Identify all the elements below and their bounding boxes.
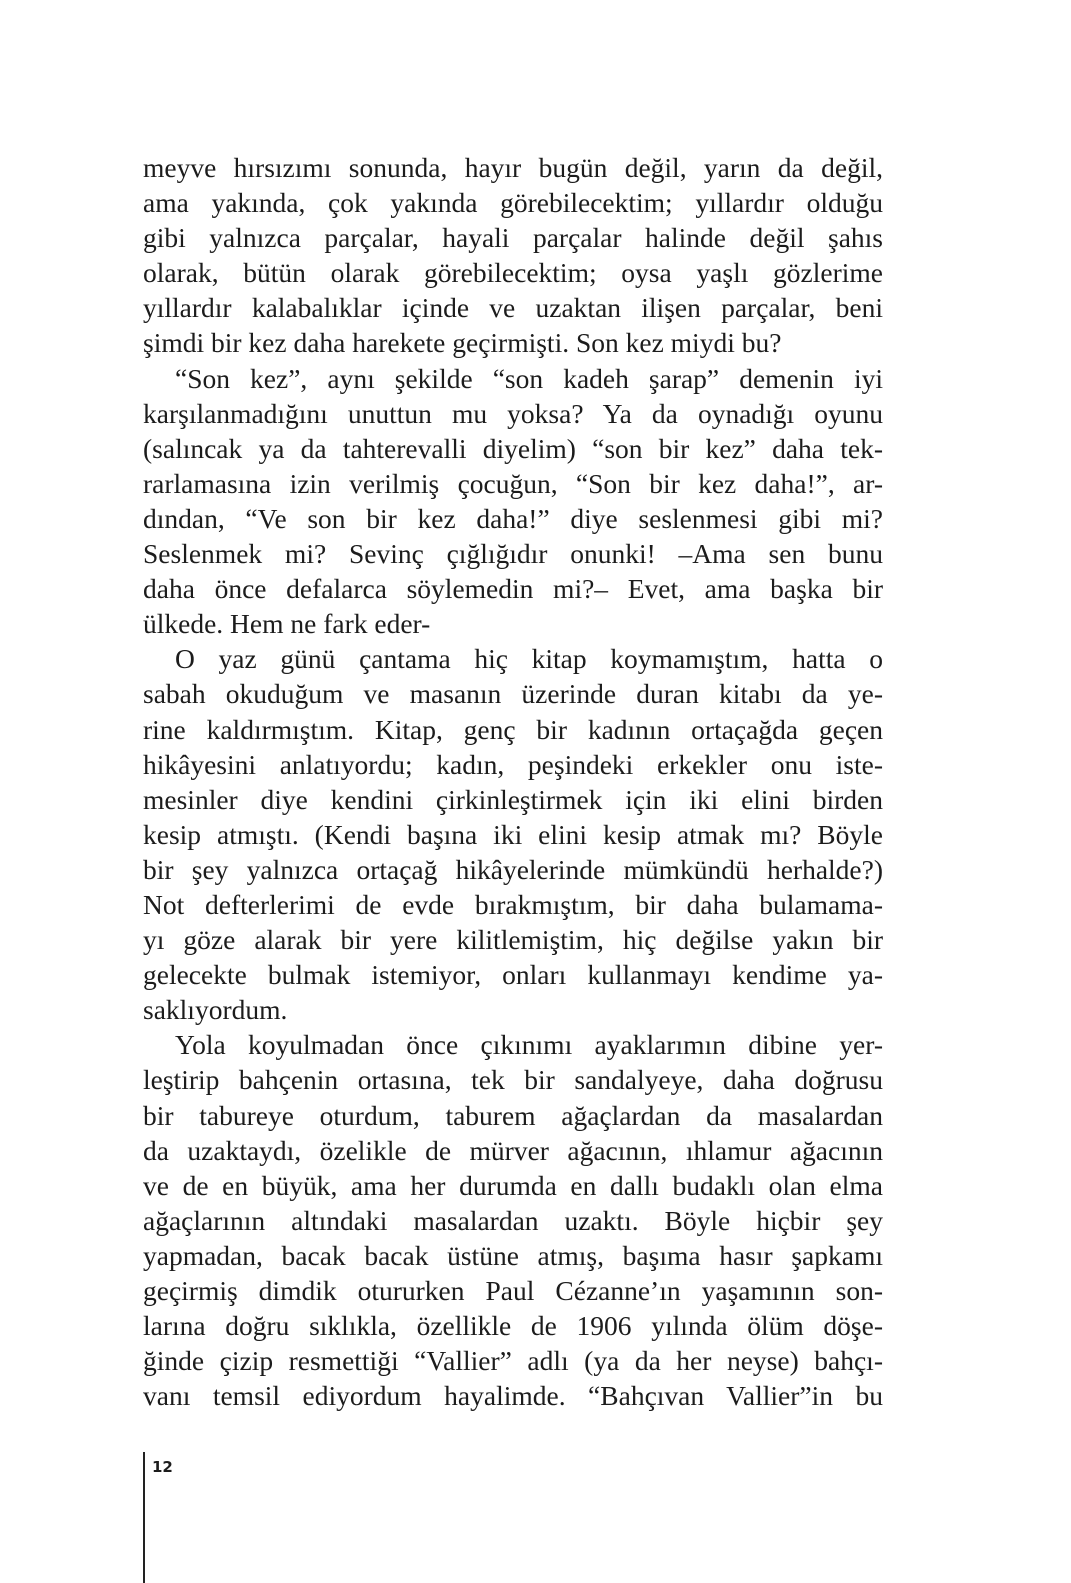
text-line: yapmadan, bacak bacak üstüne atmış, başıma hasır şapkamı bbox=[143, 1239, 883, 1271]
text-line: yı göze alarak bir yere kilitlemiştim, hiç değilse yakın bir bbox=[143, 924, 883, 956]
page-number: 12 bbox=[152, 1458, 173, 1476]
text-line: hikâyesini anlatıyordu; kadın, peşindeki erkekler onu iste- bbox=[143, 748, 883, 780]
text-line: da uzaktaydı, özelikle de mürver ağacının, ıhlamur ağacının bbox=[143, 1134, 883, 1166]
text-line: dından, “Ve son bir kez daha!” diye seslenmesi gibi mi? bbox=[143, 502, 883, 534]
text-line: olarak, bütün olarak görebilecektim; oysa yaşlı gözlerime bbox=[143, 257, 883, 289]
text-line: gelecekte bulmak istemiyor, onları kullanmayı kendime ya- bbox=[143, 959, 883, 991]
body-text bbox=[143, 150, 883, 1413]
text-line: ve de en büyük, ama her durumda en dallı budaklı olan elma bbox=[143, 1169, 883, 1201]
text-line: daha önce defalarca söylemedin mi?– Evet, ama başka bir bbox=[143, 573, 883, 605]
text-line: ama yakında, çok yakında görebilecektim; yıllardır olduğu bbox=[143, 187, 883, 219]
text-line: Yola koyulmadan önce çıkınımı ayaklarımın dibine yer- bbox=[175, 1029, 883, 1061]
text-line: O yaz günü çantama hiç kitap koymamıştım, hatta o bbox=[175, 643, 883, 675]
text-line: bir şey yalnızca ortaçağ hikâyelerinde mümkündü herhalde?) bbox=[143, 853, 883, 885]
text-line: mesinler diye kendini çirkinleştirmek için iki elini birden bbox=[143, 783, 883, 815]
text-line: sabah okuduğum ve masanın üzerinde duran kitabı da ye- bbox=[143, 678, 883, 710]
text-line: Not defterlerimi de evde bırakmıştım, bir daha bulamama- bbox=[143, 888, 883, 920]
text-line: kesip atmıştı. (Kendi başına iki elini kesip atmak mı? Böyle bbox=[143, 818, 883, 850]
text-line: karşılanmadığını unuttun mu yoksa? Ya da oynadığı oyunu bbox=[143, 397, 883, 429]
footer-rule bbox=[143, 1452, 145, 1583]
text-line: rine kaldırmıştım. Kitap, genç bir kadının ortaçağda geçen bbox=[143, 713, 883, 745]
text-line: larına doğru sıklıkla, özellikle de 1906 yılında ölüm döşe- bbox=[143, 1310, 883, 1342]
text-line: yıllardır kalabalıklar içinde ve uzaktan ilişen parçalar, beni bbox=[143, 292, 883, 324]
text-line: vanı temsil ediyordum hayalimde. “Bahçıvan Vallier”in bu bbox=[143, 1380, 883, 1412]
page-footer bbox=[143, 1452, 203, 1583]
text-line: saklıyordum. bbox=[143, 994, 288, 1026]
text-line: “Son kez”, aynı şekilde “son kadeh şarap” demenin iyi bbox=[175, 362, 883, 394]
text-line: gibi yalnızca parçalar, hayali parçalar halinde değil şahıs bbox=[143, 222, 883, 254]
text-line: (salıncak ya da tahterevalli diyelim) “son bir kez” daha tek- bbox=[143, 432, 883, 464]
text-line: geçirmiş dimdik otururken Paul Cézanne’ın yaşamının son- bbox=[143, 1275, 883, 1306]
text-line: şimdi bir kez daha harekete geçirmişti. Son kez miydi bu? bbox=[143, 327, 782, 359]
text-line: ağaçlarının altındaki masalardan uzaktı. Böyle hiçbir şey bbox=[143, 1204, 883, 1236]
text-line: bir tabureye oturdum, taburem ağaçlardan da masalardan bbox=[143, 1099, 883, 1131]
text-line: ülkede. Hem ne fark eder- bbox=[143, 608, 431, 640]
text-line: ğinde çizip resmettiği “Vallier” adlı (ya da her neyse) bahçı- bbox=[143, 1345, 883, 1377]
text-line: rarlamasına izin verilmiş çocuğun, “Son bir kez daha!”, ar- bbox=[143, 467, 883, 499]
text-line: leştirip bahçenin ortasına, tek bir sandalyeye, daha doğrusu bbox=[143, 1064, 883, 1096]
text-line: meyve hırsızımı sonunda, hayır bugün değil, yarın da değil, bbox=[143, 152, 883, 183]
text-line: Seslenmek mi? Sevinç çığlığıdır onunki! –Ama sen bunu bbox=[143, 538, 883, 570]
